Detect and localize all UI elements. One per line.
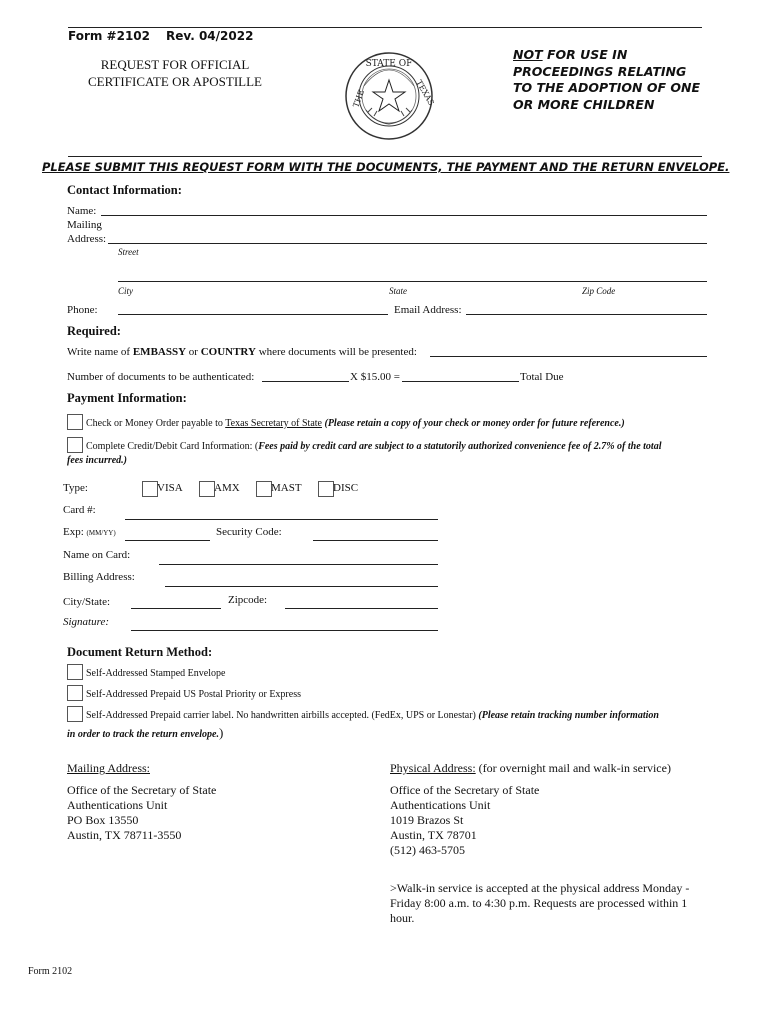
required-heading: Required: <box>67 324 121 338</box>
disc-checkbox[interactable] <box>318 481 334 497</box>
payment-heading: Payment Information: <box>67 391 187 405</box>
name-label: Name: <box>67 205 97 217</box>
total-field[interactable] <box>402 381 519 382</box>
priority-checkbox[interactable] <box>67 685 83 701</box>
physical-address-heading: Physical Address: (for overnight mail and walk-in service) <box>390 761 671 775</box>
name-field[interactable] <box>101 215 707 216</box>
signature-label: Signature: <box>63 616 110 628</box>
form-title: REQUEST FOR OFFICIAL CERTIFICATE OR APOSTILLE <box>87 57 262 89</box>
street-field[interactable] <box>108 243 707 244</box>
billing-address-field[interactable] <box>165 586 438 587</box>
revision: Rev. 04/2022 <box>166 29 254 43</box>
mailing-address-heading: Mailing Address: <box>67 761 150 775</box>
exp-field[interactable] <box>125 540 210 541</box>
zip-caption: Zip Code <box>582 286 616 296</box>
walk-in-note: >Walk-in service is accepted at the physical address Monday - Friday 8:00 a.m. to 4:30 p.m. Requests are processed within 1 hour. <box>390 881 690 925</box>
phone-field[interactable] <box>118 314 388 315</box>
visa-label: VISA <box>157 482 183 494</box>
texas-seal-icon <box>344 50 434 142</box>
sase-checkbox[interactable] <box>67 664 83 680</box>
doc-count-label: Number of documents to be authenticated: <box>67 371 255 383</box>
security-code-field[interactable] <box>313 540 438 541</box>
name-on-card-label: Name on Card: <box>63 549 131 561</box>
city-state-zip-field[interactable] <box>118 281 707 282</box>
email-label: Email Address: <box>394 304 462 316</box>
svg-text:STATE OF: STATE OF <box>365 59 413 69</box>
visa-checkbox[interactable] <box>142 481 158 497</box>
carrier-label: Self-Addressed Prepaid carrier label. No handwritten airbills accepted. (FedEx, UPS or Lonestar) (Please retain tracking number information <box>86 710 659 721</box>
embassy-field[interactable] <box>430 356 707 357</box>
signature-field[interactable] <box>131 630 438 631</box>
card-option-label-cont: fees incurred.) <box>67 455 127 466</box>
carrier-label-cont: in order to track the return envelope.) <box>67 725 224 740</box>
adoption-notice: NOT FOR USE IN PROCEEDINGS RELATING TO THE ADOPTION OF ONE OR MORE CHILDREN <box>513 47 700 112</box>
form-number: Form #2102 <box>68 29 151 43</box>
svg-text:THE: THE <box>351 88 367 109</box>
zipcode-label: Zipcode: <box>228 594 268 606</box>
amx-checkbox[interactable] <box>199 481 215 497</box>
street-caption: Street <box>118 247 139 257</box>
city-state-field[interactable] <box>131 608 221 609</box>
name-on-card-field[interactable] <box>159 564 438 565</box>
address-label: Address: <box>67 233 107 245</box>
check-option-label: Check or Money Order payable to Texas Secretary of State (Please retain a copy of your check or money order for future reference.) <box>86 418 625 429</box>
email-field[interactable] <box>466 314 707 315</box>
exp-label: Exp: (MM/YY) <box>63 526 116 538</box>
zipcode-field[interactable] <box>285 608 438 609</box>
amx-label: AMX <box>214 482 240 494</box>
doc-count-field[interactable] <box>262 381 349 382</box>
mailing-address-block: Office of the Secretary of State Authentications Unit PO Box 13550 Austin, TX 78711-3550 <box>67 783 217 842</box>
disc-label: DISC <box>333 482 359 494</box>
mast-checkbox[interactable] <box>256 481 272 497</box>
card-number-field[interactable] <box>125 519 438 520</box>
carrier-checkbox[interactable] <box>67 706 83 722</box>
submit-banner: PLEASE SUBMIT THIS REQUEST FORM WITH THE DOCUMENTS, THE PAYMENT AND THE RETURN ENVELOPE. <box>42 160 730 174</box>
svg-text:TEXAS: TEXAS <box>414 78 434 108</box>
priority-label: Self-Addressed Prepaid US Postal Priority or Express <box>86 689 301 700</box>
city-state-label: City/State: <box>63 596 111 608</box>
mast-label: MAST <box>271 482 302 494</box>
return-heading: Document Return Method: <box>67 645 213 659</box>
embassy-label: Write name of EMBASSY or COUNTRY where documents will be presented: <box>67 346 417 358</box>
phone-label: Phone: <box>67 304 98 316</box>
card-option-label: Complete Credit/Debit Card Information: (Fees paid by credit card are subject to a statutorily authorized convenience fee of 2.7% of the total <box>86 441 662 452</box>
check-checkbox[interactable] <box>67 414 83 430</box>
card-number-label: Card #: <box>63 504 96 516</box>
state-caption: State <box>389 286 407 296</box>
mailing-label: Mailing <box>67 219 102 231</box>
city-caption: City <box>118 286 133 296</box>
footer-form-label: Form 2102 <box>28 966 73 977</box>
total-due-label: Total Due <box>520 371 564 383</box>
security-code-label: Security Code: <box>216 526 282 538</box>
type-label: Type: <box>63 482 88 494</box>
card-checkbox[interactable] <box>67 437 83 453</box>
physical-address-block: Office of the Secretary of State Authentications Unit 1019 Brazos St Austin, TX 78701 (512) 463-5705 <box>390 783 540 857</box>
billing-address-label: Billing Address: <box>63 571 135 583</box>
fee-multiplier: X $15.00 = <box>350 371 400 383</box>
contact-heading: Contact Information: <box>67 183 182 197</box>
sase-label: Self-Addressed Stamped Envelope <box>86 668 226 679</box>
